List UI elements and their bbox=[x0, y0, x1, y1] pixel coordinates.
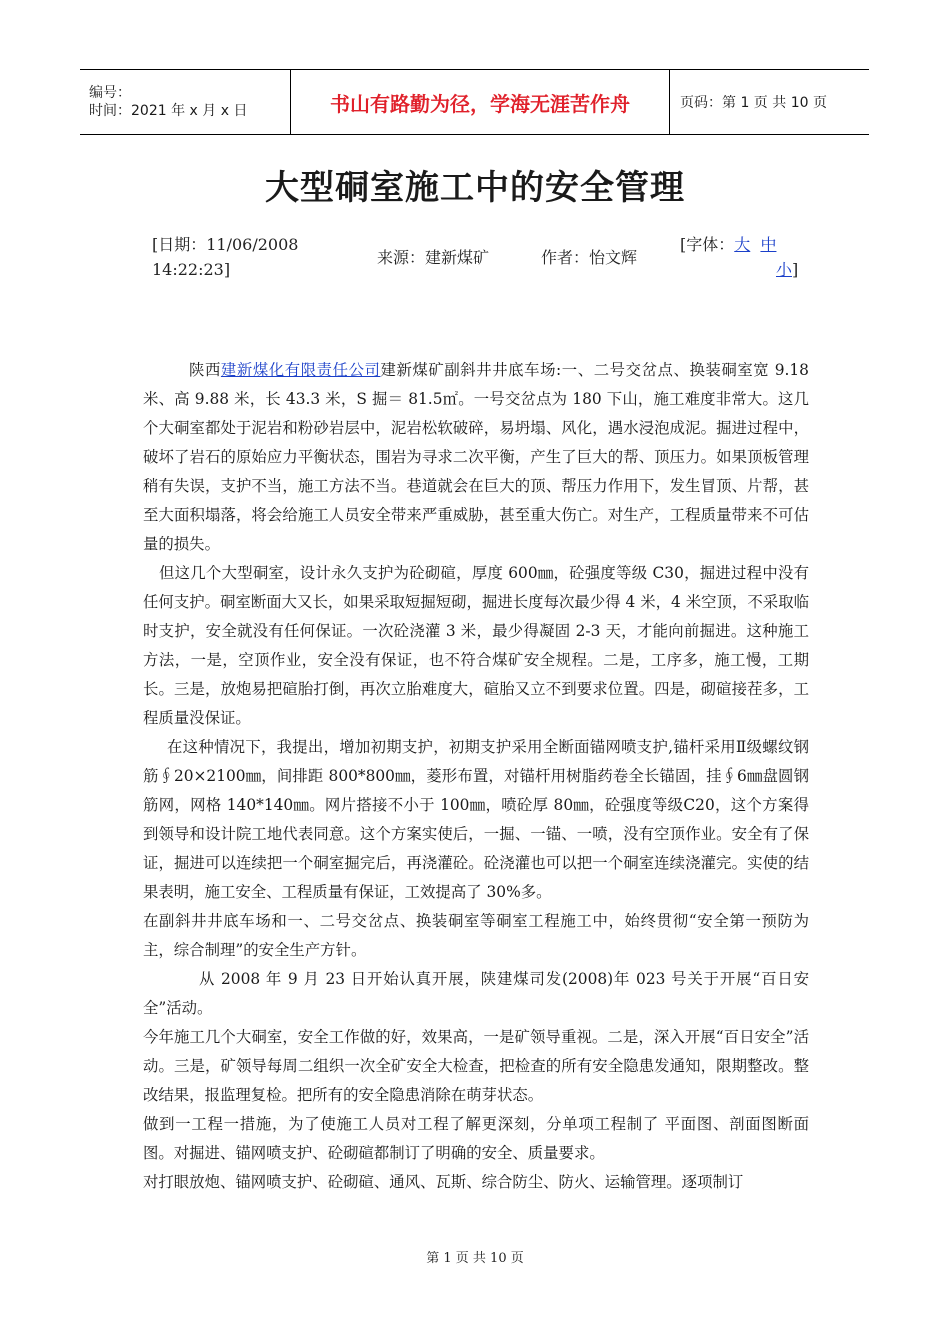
paragraph-8: 对打眼放炮、锚网喷支护、砼砌碹、通风、瓦斯、综合防尘、防火、运输管理。逐项制订 bbox=[143, 1173, 744, 1191]
paragraph-5: 从 2008 年 9 月 23 日开始认真开展，陕建煤司发(2008)年 023 号关于开展“百日安全”活动。 bbox=[143, 970, 809, 1017]
font-medium-link[interactable]: 中 bbox=[760, 235, 777, 254]
header-left-cell bbox=[80, 70, 291, 135]
font-large-link[interactable]: 大 bbox=[734, 235, 751, 254]
date-line-2: 14:22:23] bbox=[152, 260, 231, 279]
paragraph-1 bbox=[143, 356, 809, 559]
paragraph-7: 做到一工程一措施，为了使施工人员对工程了解更深刻，分单项工程制了 平面图、剖面图断面图。对掘进、锚网喷支护、砼砌碹都制订了明确的安全、质量要求。 bbox=[143, 1115, 809, 1162]
font-label: [字体： bbox=[680, 235, 735, 254]
page-title: 大型硐室施工中的安全管理 bbox=[265, 168, 685, 208]
article-body bbox=[143, 356, 809, 1197]
font-small-link[interactable]: 小 bbox=[776, 260, 793, 279]
font-size-selector bbox=[680, 232, 798, 282]
time-label: 时间：2021 年 x 月 x 日 bbox=[89, 103, 248, 119]
page-footer: 第 1 页 共 10 页 bbox=[426, 1251, 524, 1266]
font-close: ] bbox=[792, 260, 799, 279]
date-line-1: [日期：11/06/2008 bbox=[152, 235, 299, 254]
p1-rest: 建新煤矿副斜井井底车场:一、二号交岔点、换装硐室宽 9.18 米、高 9.88 米，长 43.3 米，S 掘＝ 81.5㎡。一号交岔点为 180 下山，施工难度非常大。这几个大硐室都处于泥岩和粉砂岩层中，泥岩松软破碎，易坍塌、风化，遇水浸泡成泥。掘进过程中，破坏了岩石的原始应力平衡状态，围岩为寻求二次平衡，产生了巨大的帮、顶压力。如果顶板管理稍有失误，支护不当，施工方法不当。巷道就会在巨大的顶、帮压力作用下，发生冒顶、片帮，甚至大面积塌落，将会给施工人员安全带来严重威胁，甚至重大伤亡。对生产，工程质量带来不可估量的损失。 bbox=[143, 361, 809, 553]
paragraph-4: 在副斜井井底车场和一、二号交岔点、换装硐室等硐室工程施工中，始终贯彻“安全第一预防为主，综合制理”的安全生产方针。 bbox=[143, 912, 809, 959]
paragraph-2: 但这几个大型硐室，设计永久支护为砼砌碹，厚度 600㎜，砼强度等级 C30，掘进过程中没有任何支护。硐室断面大又长，如果采取短掘短砌，掘进长度每次最少得 4 米，4 米空顶，不采取临时支护，安全就没有任何保证。一次砼浇灌 3 米，最少得凝固 2-3 天，才能向前掘进。这种施工方法，一是，空顶作业，安全没有保证，也不符合煤矿安全规程。二是，工序多，施工慢，工期长。三是，放炮易把碹胎打倒，再次立胎难度大，碹胎又立不到要求位置。四是，砌碹接茬多，工程质量没保证。 bbox=[143, 564, 809, 727]
motto: 书山有路勤为径，学海无涯苦作舟 bbox=[291, 70, 670, 135]
article-author: 作者：怡文辉 bbox=[541, 248, 638, 267]
page-info: 页码：第 1 页 共 10 页 bbox=[670, 70, 870, 135]
header-table bbox=[80, 69, 869, 135]
number-label: 编号： bbox=[89, 85, 131, 101]
article-date bbox=[152, 232, 352, 282]
paragraph-3: 在这种情况下，我提出，增加初期支护，初期支护采用全断面锚网喷支护,锚杆采用Ⅱ级螺纹钢筋∮20×2100㎜，间排距 800*800㎜，菱形布置，对锚杆用树脂药卷全长锚固，挂∮6㎜盘圆钢筋网，网格 140*140㎜。网片搭接不小于 100㎜，喷砼厚 80㎜，砼强度等级C20，这个方案得到领导和设计院工地代表同意。这个方案实使后，一掘、一锚、一喷，没有空顶作业。安全有了保证，掘进可以连续把一个硐室掘完后，再浇灌砼。砼浇灌也可以把一个硐室连续浇灌完。实使的结果表明，施工安全、工程质量有保证，工效提高了 30%多。 bbox=[143, 738, 809, 901]
company-link[interactable]: 建新煤化有限责任公司 bbox=[220, 361, 381, 379]
article-source: 来源：建新煤矿 bbox=[377, 248, 490, 267]
p1-prefix: 陕西 bbox=[189, 361, 221, 379]
paragraph-6: 今年施工几个大硐室，安全工作做的好，效果高，一是矿领导重视。二是，深入开展“百日安全”活动。三是，矿领导每周二组织一次全矿安全大检查，把检查的所有安全隐患发通知，限期整改。整改结果，报监理复检。把所有的安全隐患消除在萌芽状态。 bbox=[143, 1028, 809, 1104]
